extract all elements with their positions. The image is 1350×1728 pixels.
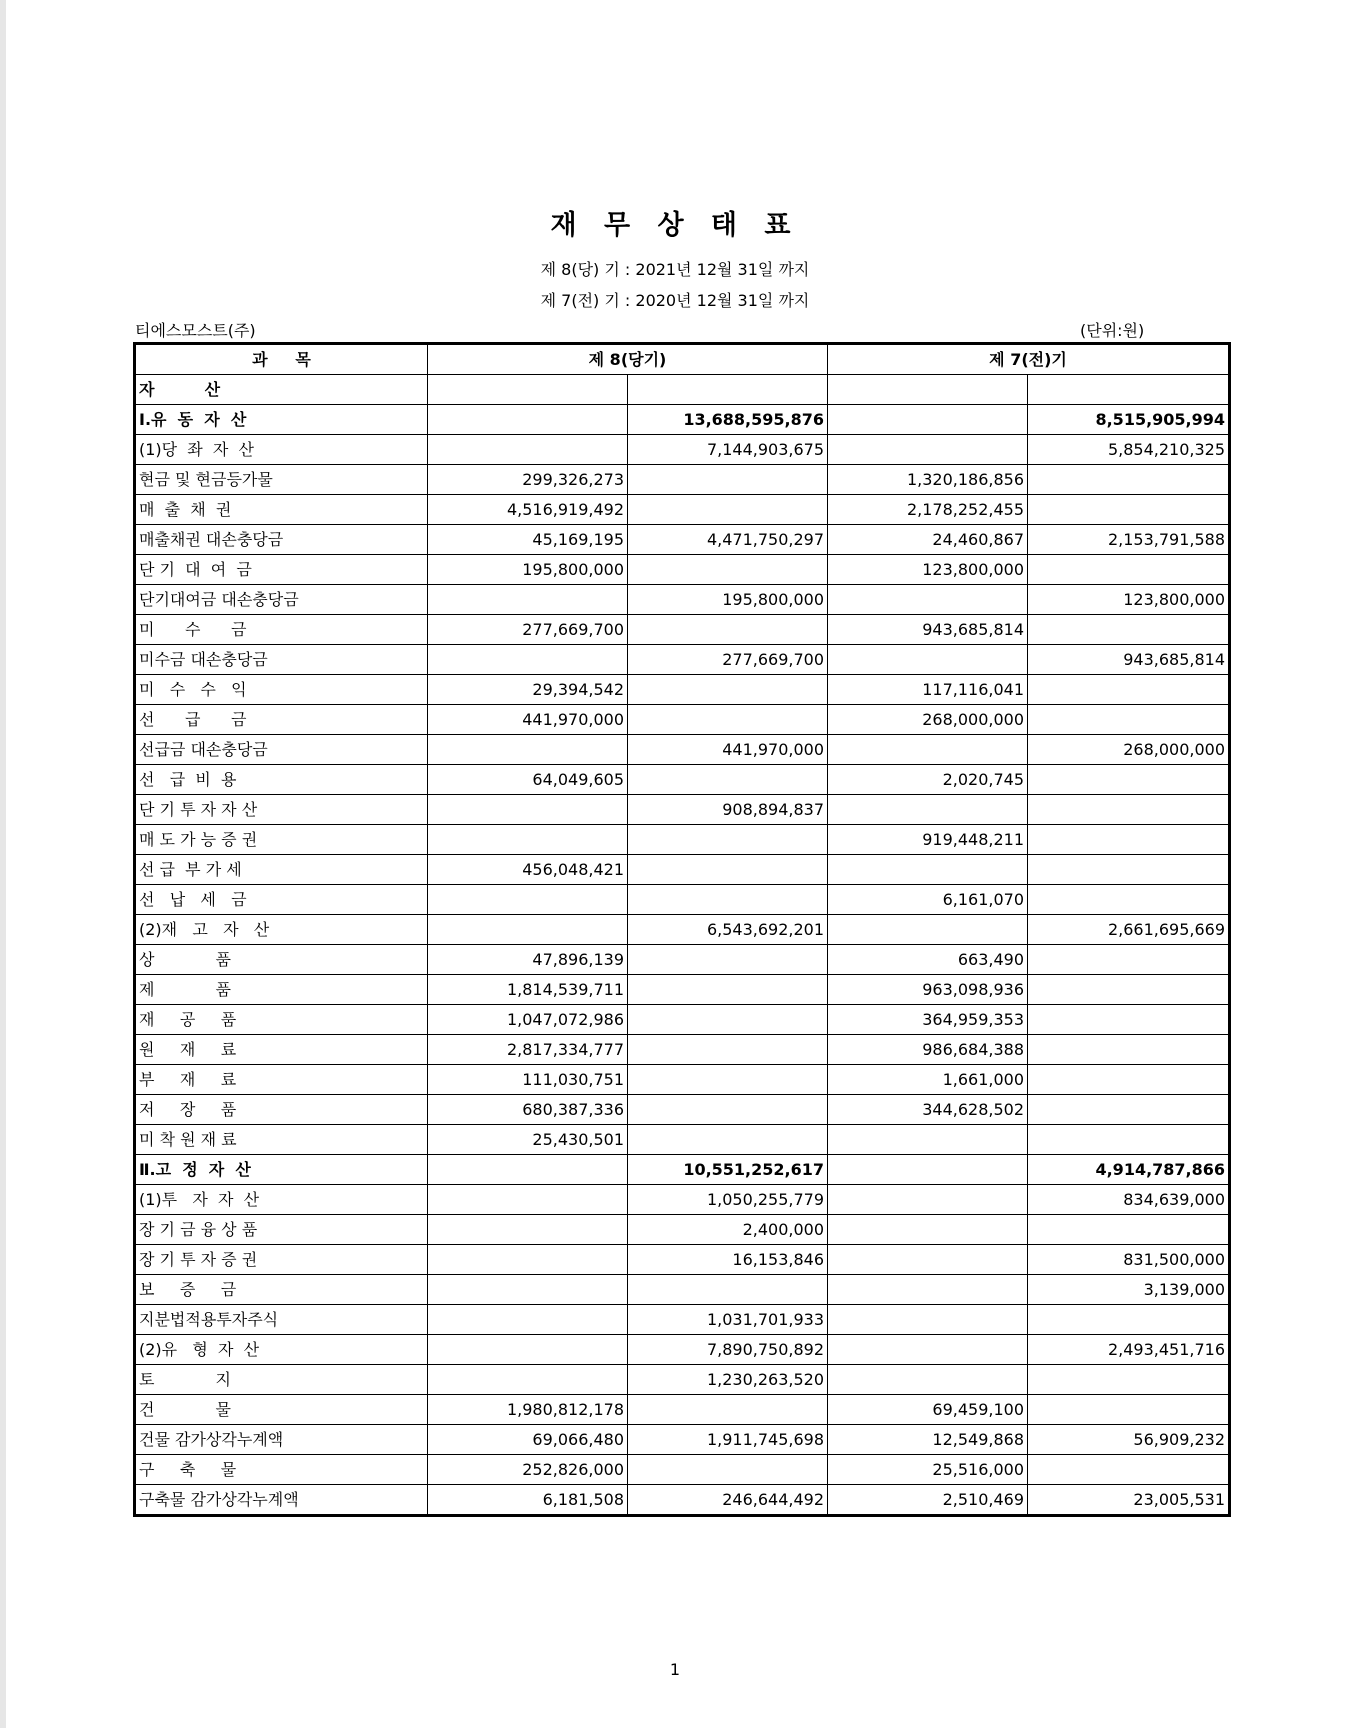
header-account: 과 목 — [135, 344, 428, 375]
prior-total-amount: 834,639,000 — [1028, 1185, 1230, 1215]
current-detail-amount: 25,430,501 — [428, 1125, 628, 1155]
table-row — [135, 1275, 1230, 1305]
prior-detail-amount — [828, 1335, 1028, 1365]
prior-total-amount — [1028, 615, 1230, 645]
current-detail-amount — [428, 1245, 628, 1275]
current-detail-amount: 45,169,195 — [428, 525, 628, 555]
current-total-amount: 1,911,745,698 — [628, 1425, 828, 1455]
prior-total-amount — [1028, 555, 1230, 585]
prior-detail-amount: 344,628,502 — [828, 1095, 1028, 1125]
prior-total-amount: 831,500,000 — [1028, 1245, 1230, 1275]
account-label: 매 도 가 능 증 권 — [135, 825, 428, 855]
current-detail-amount — [428, 735, 628, 765]
current-total-amount — [628, 495, 828, 525]
prior-total-amount — [1028, 1095, 1230, 1125]
account-label: (2)유 형 자 산 — [135, 1335, 428, 1365]
current-detail-amount: 299,326,273 — [428, 465, 628, 495]
current-total-amount — [628, 1005, 828, 1035]
prior-detail-amount — [828, 1155, 1028, 1185]
account-label: 선 급 부 가 세 — [135, 855, 428, 885]
prior-detail-amount: 364,959,353 — [828, 1005, 1028, 1035]
current-total-amount — [628, 1065, 828, 1095]
table-row — [135, 405, 1230, 435]
table-row — [135, 1095, 1230, 1125]
prior-detail-amount — [828, 405, 1028, 435]
current-total-amount: 2,400,000 — [628, 1215, 828, 1245]
prior-detail-amount: 2,510,469 — [828, 1485, 1028, 1516]
table-row — [135, 1395, 1230, 1425]
table-row — [135, 465, 1230, 495]
prior-detail-amount: 12,549,868 — [828, 1425, 1028, 1455]
current-total-amount: 16,153,846 — [628, 1245, 828, 1275]
prior-detail-amount — [828, 855, 1028, 885]
prior-total-amount: 268,000,000 — [1028, 735, 1230, 765]
account-label: 건물 감가상각누계액 — [135, 1425, 428, 1455]
current-total-amount — [628, 1455, 828, 1485]
prior-detail-amount: 986,684,388 — [828, 1035, 1028, 1065]
account-label: 구 축 물 — [135, 1455, 428, 1485]
current-total-amount — [628, 465, 828, 495]
current-total-amount — [628, 855, 828, 885]
account-label: 제 품 — [135, 975, 428, 1005]
prior-total-amount — [1028, 1065, 1230, 1095]
table-row — [135, 825, 1230, 855]
prior-total-amount — [1028, 1455, 1230, 1485]
current-total-amount: 7,144,903,675 — [628, 435, 828, 465]
table-row — [135, 735, 1230, 765]
current-detail-amount — [428, 885, 628, 915]
current-detail-amount — [428, 435, 628, 465]
prior-detail-amount: 1,320,186,856 — [828, 465, 1028, 495]
current-total-amount — [628, 705, 828, 735]
table-row — [135, 435, 1230, 465]
table-row — [135, 1155, 1230, 1185]
prior-detail-amount — [828, 1365, 1028, 1395]
prior-detail-amount: 2,178,252,455 — [828, 495, 1028, 525]
current-total-amount: 908,894,837 — [628, 795, 828, 825]
current-total-amount — [628, 975, 828, 1005]
account-label: 구축물 감가상각누계액 — [135, 1485, 428, 1516]
current-detail-amount — [428, 405, 628, 435]
prior-detail-amount — [828, 585, 1028, 615]
prior-detail-amount: 25,516,000 — [828, 1455, 1028, 1485]
current-detail-amount — [428, 825, 628, 855]
prior-detail-amount — [828, 1275, 1028, 1305]
prior-detail-amount: 963,098,936 — [828, 975, 1028, 1005]
account-label: 선급금 대손충당금 — [135, 735, 428, 765]
current-detail-amount: 29,394,542 — [428, 675, 628, 705]
prior-detail-amount — [828, 1245, 1028, 1275]
current-detail-amount: 64,049,605 — [428, 765, 628, 795]
account-label: Ⅱ.고 정 자 산 — [135, 1155, 428, 1185]
table-row — [135, 1005, 1230, 1035]
current-detail-amount — [428, 375, 628, 405]
current-detail-amount — [428, 795, 628, 825]
current-detail-amount — [428, 1155, 628, 1185]
account-label: 매 출 채 권 — [135, 495, 428, 525]
header-current-period: 제 8(당기) — [428, 344, 828, 375]
current-total-amount — [628, 375, 828, 405]
table-row — [135, 945, 1230, 975]
account-label: 단 기 투 자 자 산 — [135, 795, 428, 825]
current-total-amount: 10,551,252,617 — [628, 1155, 828, 1185]
current-detail-amount: 1,814,539,711 — [428, 975, 628, 1005]
current-total-amount: 4,471,750,297 — [628, 525, 828, 555]
current-total-amount: 1,050,255,779 — [628, 1185, 828, 1215]
prior-detail-amount: 6,161,070 — [828, 885, 1028, 915]
prior-total-amount — [1028, 1035, 1230, 1065]
table-row — [135, 1245, 1230, 1275]
prior-detail-amount — [828, 1305, 1028, 1335]
prior-detail-amount: 69,459,100 — [828, 1395, 1028, 1425]
current-total-amount — [628, 1275, 828, 1305]
prior-detail-amount — [828, 1215, 1028, 1245]
prior-detail-amount: 117,116,041 — [828, 675, 1028, 705]
prior-total-amount: 56,909,232 — [1028, 1425, 1230, 1455]
prior-total-amount: 2,661,695,669 — [1028, 915, 1230, 945]
current-detail-amount — [428, 1215, 628, 1245]
prior-total-amount — [1028, 885, 1230, 915]
current-detail-amount: 252,826,000 — [428, 1455, 628, 1485]
table-row — [135, 765, 1230, 795]
current-total-amount — [628, 615, 828, 645]
current-total-amount — [628, 885, 828, 915]
current-detail-amount — [428, 1365, 628, 1395]
account-label: 선 급 비 용 — [135, 765, 428, 795]
account-label: (1)투 자 자 산 — [135, 1185, 428, 1215]
account-label: 상 품 — [135, 945, 428, 975]
account-label: (2)재 고 자 산 — [135, 915, 428, 945]
current-total-amount: 1,230,263,520 — [628, 1365, 828, 1395]
table-row — [135, 645, 1230, 675]
current-detail-amount — [428, 1275, 628, 1305]
current-detail-amount: 4,516,919,492 — [428, 495, 628, 525]
current-detail-amount — [428, 585, 628, 615]
prior-detail-amount — [828, 735, 1028, 765]
prior-detail-amount — [828, 375, 1028, 405]
prior-detail-amount: 663,490 — [828, 945, 1028, 975]
account-label: 선 급 금 — [135, 705, 428, 735]
current-detail-amount: 6,181,508 — [428, 1485, 628, 1516]
current-total-amount — [628, 1395, 828, 1425]
account-label: 자 산 — [135, 375, 428, 405]
table-row — [135, 615, 1230, 645]
table-row — [135, 495, 1230, 525]
table-row — [135, 675, 1230, 705]
current-detail-amount — [428, 645, 628, 675]
account-label: 지분법적용투자주식 — [135, 1305, 428, 1335]
current-total-amount — [628, 1035, 828, 1065]
prior-total-amount: 2,153,791,588 — [1028, 525, 1230, 555]
account-label: 건 물 — [135, 1395, 428, 1425]
prior-total-amount — [1028, 675, 1230, 705]
current-detail-amount: 111,030,751 — [428, 1065, 628, 1095]
account-label: 장 기 금 융 상 품 — [135, 1215, 428, 1245]
prior-total-amount: 5,854,210,325 — [1028, 435, 1230, 465]
period-prior: 제 7(전) 기 : 2020년 12월 31일 까지 — [540, 291, 810, 310]
account-label: 미 착 원 재 료 — [135, 1125, 428, 1155]
current-total-amount: 13,688,595,876 — [628, 405, 828, 435]
current-detail-amount — [428, 915, 628, 945]
current-detail-amount: 456,048,421 — [428, 855, 628, 885]
balance-sheet-table — [133, 342, 1231, 1517]
page-number: 1 — [669, 1660, 681, 1679]
account-label: 원 재 료 — [135, 1035, 428, 1065]
current-detail-amount: 2,817,334,777 — [428, 1035, 628, 1065]
table-row — [135, 1335, 1230, 1365]
current-total-amount: 6,543,692,201 — [628, 915, 828, 945]
prior-detail-amount: 268,000,000 — [828, 705, 1028, 735]
current-detail-amount — [428, 1335, 628, 1365]
prior-total-amount — [1028, 375, 1230, 405]
account-label: 매출채권 대손충당금 — [135, 525, 428, 555]
prior-total-amount — [1028, 465, 1230, 495]
current-total-amount — [628, 765, 828, 795]
account-label: 보 증 금 — [135, 1275, 428, 1305]
prior-total-amount — [1028, 795, 1230, 825]
table-row — [135, 1425, 1230, 1455]
current-detail-amount: 1,047,072,986 — [428, 1005, 628, 1035]
account-label: 단기대여금 대손충당금 — [135, 585, 428, 615]
account-label: Ⅰ.유 동 자 산 — [135, 405, 428, 435]
prior-total-amount — [1028, 1365, 1230, 1395]
prior-total-amount — [1028, 975, 1230, 1005]
prior-detail-amount — [828, 795, 1028, 825]
prior-detail-amount: 24,460,867 — [828, 525, 1028, 555]
current-detail-amount: 277,669,700 — [428, 615, 628, 645]
account-label: 단 기 대 여 금 — [135, 555, 428, 585]
current-total-amount: 246,644,492 — [628, 1485, 828, 1516]
table-row — [135, 1455, 1230, 1485]
current-detail-amount: 1,980,812,178 — [428, 1395, 628, 1425]
table-row — [135, 705, 1230, 735]
table-row — [135, 1185, 1230, 1215]
table-row — [135, 555, 1230, 585]
table-row — [135, 915, 1230, 945]
account-label: (1)당 좌 자 산 — [135, 435, 428, 465]
table-row — [135, 1485, 1230, 1516]
table-row — [135, 885, 1230, 915]
prior-total-amount: 8,515,905,994 — [1028, 405, 1230, 435]
current-detail-amount: 69,066,480 — [428, 1425, 628, 1455]
prior-total-amount: 23,005,531 — [1028, 1485, 1230, 1516]
prior-total-amount — [1028, 705, 1230, 735]
prior-total-amount — [1028, 1005, 1230, 1035]
account-label: 부 재 료 — [135, 1065, 428, 1095]
company-name: 티에스모스트(주) — [135, 321, 256, 340]
table-row — [135, 795, 1230, 825]
table-row — [135, 1365, 1230, 1395]
prior-detail-amount: 1,661,000 — [828, 1065, 1028, 1095]
prior-total-amount: 123,800,000 — [1028, 585, 1230, 615]
account-label: 미수금 대손충당금 — [135, 645, 428, 675]
prior-total-amount — [1028, 1215, 1230, 1245]
prior-total-amount — [1028, 945, 1230, 975]
prior-detail-amount: 2,020,745 — [828, 765, 1028, 795]
account-label: 장 기 투 자 증 권 — [135, 1245, 428, 1275]
current-total-amount — [628, 675, 828, 705]
prior-detail-amount: 919,448,211 — [828, 825, 1028, 855]
period-current: 제 8(당) 기 : 2021년 12월 31일 까지 — [540, 260, 810, 279]
prior-detail-amount: 943,685,814 — [828, 615, 1028, 645]
current-detail-amount: 680,387,336 — [428, 1095, 628, 1125]
table-row — [135, 1035, 1230, 1065]
prior-detail-amount: 123,800,000 — [828, 555, 1028, 585]
prior-total-amount — [1028, 1125, 1230, 1155]
table-row — [135, 1305, 1230, 1335]
prior-total-amount — [1028, 765, 1230, 795]
unit-label: (단위:원) — [1080, 321, 1145, 340]
current-detail-amount — [428, 1185, 628, 1215]
table-row — [135, 1215, 1230, 1245]
prior-total-amount — [1028, 855, 1230, 885]
prior-detail-amount — [828, 1125, 1028, 1155]
current-total-amount — [628, 1125, 828, 1155]
current-total-amount: 277,669,700 — [628, 645, 828, 675]
prior-total-amount — [1028, 825, 1230, 855]
prior-detail-amount — [828, 645, 1028, 675]
account-label: 재 공 품 — [135, 1005, 428, 1035]
prior-detail-amount — [828, 1185, 1028, 1215]
table-header-row — [135, 344, 1230, 375]
account-label: 저 장 품 — [135, 1095, 428, 1125]
table-row — [135, 525, 1230, 555]
table-row — [135, 1125, 1230, 1155]
prior-total-amount: 943,685,814 — [1028, 645, 1230, 675]
table-row — [135, 1065, 1230, 1095]
prior-total-amount: 2,493,451,716 — [1028, 1335, 1230, 1365]
prior-total-amount: 4,914,787,866 — [1028, 1155, 1230, 1185]
account-label: 미 수 금 — [135, 615, 428, 645]
account-label: 토 지 — [135, 1365, 428, 1395]
account-label: 미 수 수 익 — [135, 675, 428, 705]
current-total-amount: 195,800,000 — [628, 585, 828, 615]
current-detail-amount: 47,896,139 — [428, 945, 628, 975]
prior-total-amount — [1028, 495, 1230, 525]
current-detail-amount: 195,800,000 — [428, 555, 628, 585]
table-row — [135, 975, 1230, 1005]
prior-total-amount — [1028, 1395, 1230, 1425]
current-total-amount — [628, 825, 828, 855]
current-total-amount: 441,970,000 — [628, 735, 828, 765]
current-total-amount — [628, 1095, 828, 1125]
prior-total-amount: 3,139,000 — [1028, 1275, 1230, 1305]
table-row — [135, 855, 1230, 885]
document-title: 재 무 상 태 표 — [550, 210, 800, 241]
current-detail-amount — [428, 1305, 628, 1335]
current-total-amount — [628, 555, 828, 585]
prior-detail-amount — [828, 435, 1028, 465]
table-row — [135, 585, 1230, 615]
prior-total-amount — [1028, 1305, 1230, 1335]
current-total-amount — [628, 945, 828, 975]
account-label: 현금 및 현금등가물 — [135, 465, 428, 495]
account-label: 선 납 세 금 — [135, 885, 428, 915]
current-detail-amount: 441,970,000 — [428, 705, 628, 735]
prior-detail-amount — [828, 915, 1028, 945]
current-total-amount: 1,031,701,933 — [628, 1305, 828, 1335]
header-prior-period: 제 7(전)기 — [828, 344, 1230, 375]
current-total-amount: 7,890,750,892 — [628, 1335, 828, 1365]
table-row — [135, 375, 1230, 405]
